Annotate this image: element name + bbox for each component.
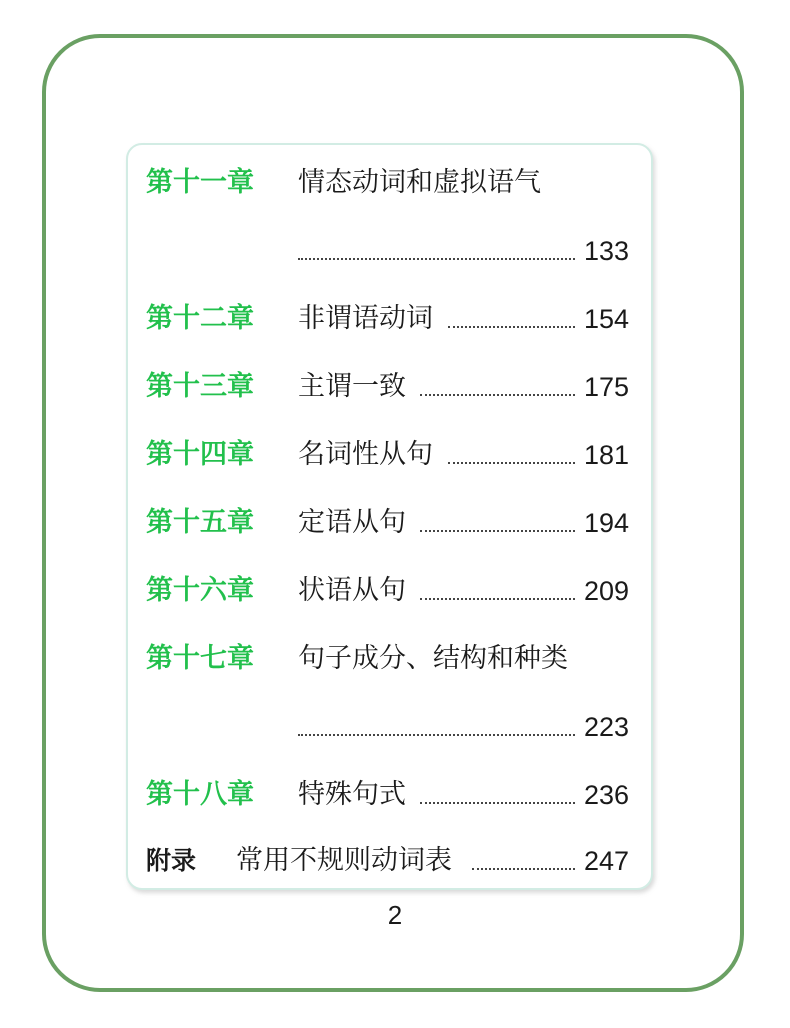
page-ref: 175 xyxy=(583,372,629,402)
chapter-label: 第十八章 xyxy=(146,779,254,810)
dot-leader xyxy=(420,530,575,532)
table-of-contents xyxy=(126,143,653,890)
appendix-label: 附录 xyxy=(146,846,197,875)
dot-leader xyxy=(420,598,575,600)
page-ref: 133 xyxy=(583,236,629,266)
chapter-title: 状语从句 xyxy=(298,575,406,606)
chapter-label: 第十五章 xyxy=(146,507,254,538)
dot-leader xyxy=(448,326,575,328)
page-ref: 223 xyxy=(583,712,629,742)
dot-leader xyxy=(298,258,575,260)
page-ref: 194 xyxy=(583,508,629,538)
chapter-title: 名词性从句 xyxy=(298,439,433,470)
toc-entry-ch13[interactable] xyxy=(128,365,651,409)
page-ref: 181 xyxy=(583,440,629,470)
toc-entry-ch17[interactable] xyxy=(128,637,651,681)
toc-entry-ch15[interactable] xyxy=(128,501,651,545)
chapter-label: 第十六章 xyxy=(146,575,254,606)
dot-leader xyxy=(420,394,575,396)
toc-entry-ch17-page-line[interactable] xyxy=(128,705,651,749)
toc-entry-ch14[interactable] xyxy=(128,433,651,477)
chapter-title: 情态动词和虚拟语气 xyxy=(298,167,541,198)
page-ref: 236 xyxy=(583,780,629,810)
chapter-title: 主谓一致 xyxy=(298,371,406,402)
dot-leader xyxy=(448,462,575,464)
appendix-title: 常用不规则动词表 xyxy=(236,845,452,876)
toc-entry-ch18[interactable] xyxy=(128,773,651,817)
chapter-title: 定语从句 xyxy=(298,507,406,538)
chapter-title: 句子成分、结构和种类 xyxy=(298,643,568,674)
dot-leader xyxy=(472,868,575,870)
toc-entry-ch12[interactable] xyxy=(128,297,651,341)
dot-leader xyxy=(420,802,575,804)
chapter-label: 第十一章 xyxy=(146,167,254,198)
toc-entry-ch11-page-line[interactable] xyxy=(128,229,651,273)
toc-entry-ch11[interactable] xyxy=(128,161,651,205)
chapter-label: 第十四章 xyxy=(146,439,254,470)
toc-entry-appendix[interactable] xyxy=(128,839,651,883)
page-ref: 209 xyxy=(583,576,629,606)
page-number: 2 xyxy=(387,900,403,930)
page-ref: 247 xyxy=(583,846,629,876)
chapter-label: 第十二章 xyxy=(146,303,254,334)
page-ref: 154 xyxy=(583,304,629,334)
chapter-title: 非谓语动词 xyxy=(298,303,433,334)
chapter-title: 特殊句式 xyxy=(298,779,406,810)
chapter-label: 第十三章 xyxy=(146,371,254,402)
dot-leader xyxy=(298,734,575,736)
toc-entry-ch16[interactable] xyxy=(128,569,651,613)
chapter-label: 第十七章 xyxy=(146,643,254,674)
